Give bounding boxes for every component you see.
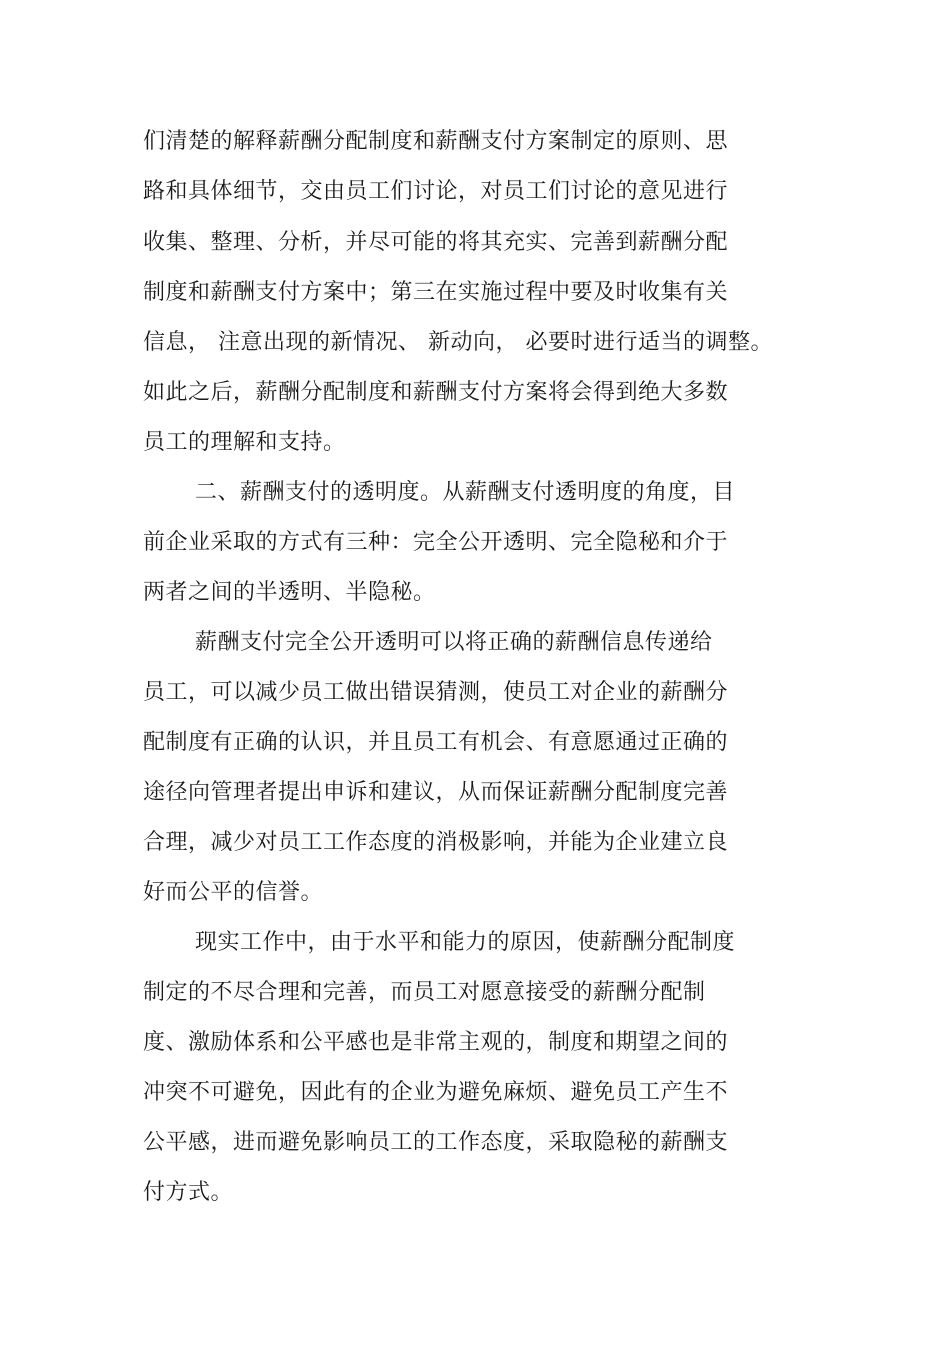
text-line: 公平感，进而避免影响员工的工作态度，采取隐秘的薪酬支	[143, 1130, 729, 1155]
text-line: 们清楚的解释薪酬分配制度和薪酬支付方案制定的原则、思	[143, 129, 729, 154]
text-line: 路和具体细节，交由员工们讨论，对员工们讨论的意见进行	[143, 179, 729, 204]
text-line: 收集、整理、分析，并尽可能的将其充实、完善到薪酬分配	[143, 230, 729, 255]
text-line: 付方式。	[143, 1180, 234, 1205]
text-line: 前企业采取的方式有三种：完全公开透明、完全隐秘和介于	[143, 530, 729, 555]
text-line: 员工的理解和支持。	[143, 430, 346, 455]
text-line: 制度和薪酬支付方案中；第三在实施过程中要及时收集有关	[143, 280, 729, 305]
text-line: 信息， 注意出现的新情况、 新动向， 必要时进行适当的调整。	[143, 330, 773, 355]
paragraph-heading: 二、薪酬支付的透明度。从薪酬支付透明度的角度，目	[195, 480, 736, 505]
text-line: 途径向管理者提出申诉和建议，从而保证薪酬分配制度完善	[143, 780, 729, 805]
paragraph-first-line: 薪酬支付完全公开透明可以将正确的薪酬信息传递给	[195, 630, 713, 655]
text-line: 冲突不可避免，因此有的企业为避免麻烦、避免员工产生不	[143, 1080, 729, 1105]
text-line: 制定的不尽合理和完善，而员工对愿意接受的薪酬分配制	[143, 980, 706, 1005]
paragraph-first-line: 现实工作中，由于水平和能力的原因，使薪酬分配制度	[195, 930, 736, 955]
text-line: 两者之间的半透明、半隐秘。	[143, 580, 436, 605]
text-line: 员工，可以减少员工做出错误猜测，使员工对企业的薪酬分	[143, 680, 729, 705]
text-line: 好而公平的信誉。	[143, 880, 324, 905]
text-line: 配制度有正确的认识，并且员工有机会、有意愿通过正确的	[143, 730, 729, 755]
text-line: 度、激励体系和公平感也是非常主观的，制度和期望之间的	[143, 1030, 729, 1055]
text-line: 合理，减少对员工工作态度的消极影响，并能为企业建立良	[143, 830, 729, 855]
text-line: 如此之后，薪酬分配制度和薪酬支付方案将会得到绝大多数	[143, 380, 729, 405]
